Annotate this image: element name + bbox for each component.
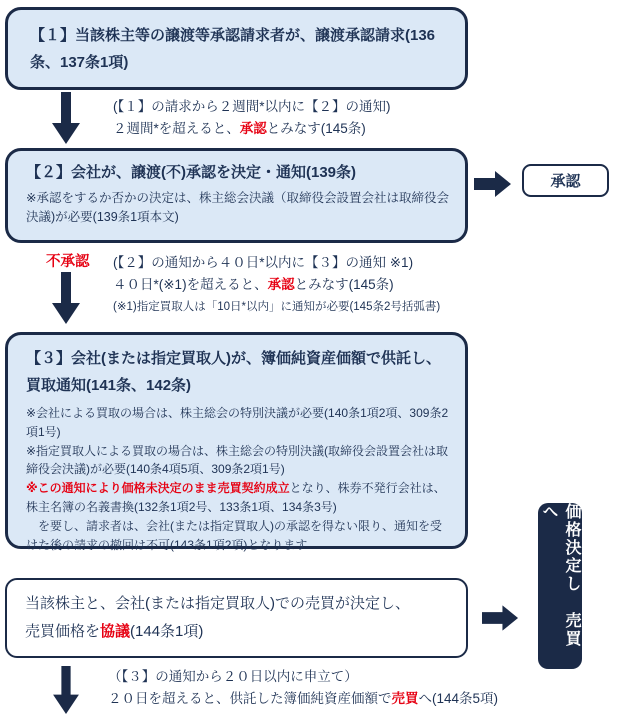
arrow-right-icon xyxy=(482,604,519,632)
note-footnote: (※1)指定買取人は「10日*以内」に通知が必要(145条2号括弧書) xyxy=(113,301,441,313)
note-line: ２週間*を超えると、承認とみなす(145条) xyxy=(113,121,366,136)
arrow-down-icon xyxy=(51,272,81,324)
step2-title: 【２】会社が、譲渡(不)承認を決定・通知(139条) xyxy=(26,164,357,181)
approval-label: 承認 xyxy=(550,173,581,190)
negotiation-line: 当該株主と、会社(または指定買取人)での売買が決定し、 xyxy=(25,595,410,612)
arrow-right-icon xyxy=(474,170,512,198)
approval-result-box xyxy=(522,164,609,197)
step2-box xyxy=(5,148,468,243)
arrow-down-icon xyxy=(51,666,81,714)
note-line: (【２】の通知から４０日*以内に【３】の通知 ※1) xyxy=(113,255,414,270)
step2-to-step3-note xyxy=(113,252,440,318)
step3-note-3-continued: を要し、請求者は、会社(または指定買取人)の承認を得ない限り、通知を受けた後の請求の撤回は不可(143条1項2項)となります xyxy=(26,518,442,552)
price-negotiation-box xyxy=(5,578,468,658)
negotiation-line: 売買価格を協議(144条1項) xyxy=(25,623,204,640)
step3-note-2: ※指定買取人による買取の場合は、株主総会の特別決議(取締役会設置会社は取締役会決議)が必要(140条4項5項、309条2項1号) xyxy=(26,443,449,477)
price-decided-label: 価格決定し 売買 へ xyxy=(540,503,580,648)
note-line: (【１】の請求から２週間*以内に【２】の通知) xyxy=(113,99,391,114)
step3-deadline-note xyxy=(108,666,498,710)
note-line: ２０日を超えると、供託した簿価純資産価額で売買へ(144条5項) xyxy=(108,691,499,706)
arrow-down-icon xyxy=(51,92,81,144)
deemed-approval-highlight: 承認 xyxy=(267,277,295,292)
step1-title: 【１】当該株主等の譲渡等承認請求者が、譲渡承認請求(136条、137条1項) xyxy=(30,27,436,71)
step2-note: ※承認をするか否かの決定は、株主総会決議（取締役会設置会社は取締役会決議)が必要(139条1項本文) xyxy=(26,191,449,224)
rejection-label: 不承認 xyxy=(46,254,90,270)
negotiation-highlight: 協議 xyxy=(100,623,131,640)
step1-box xyxy=(5,7,468,90)
note-line: （【３】の通知から２０日以内に申立て） xyxy=(108,669,358,684)
step1-to-step2-note xyxy=(113,96,391,140)
contract-formed-highlight: ※この通知により価格未決定のまま売買契約成立 xyxy=(26,481,290,496)
sale-highlight: 売買 xyxy=(391,691,419,706)
step3-box xyxy=(5,332,468,552)
note-line: ４０日*(※1)を超えると、承認とみなす(145条) xyxy=(113,277,394,292)
step3-note-3: ※この通知により価格未決定のまま売買契約成立となり、株券不発行会社は、株主名簿の名義書換(132条1項2号、133条1項、134条3号) xyxy=(26,481,446,514)
step3-title: 【３】会社(または指定買取人)が、簿価純資産価額で供託し、買取通知(141条、142条) xyxy=(26,350,441,394)
deemed-approval-highlight: 承認 xyxy=(239,121,267,136)
price-decided-sale-box xyxy=(538,503,582,669)
step3-note-1: ※会社による買取の場合は、株主総会の特別決議が必要(140条1項2項、309条2項1号) xyxy=(26,406,449,439)
